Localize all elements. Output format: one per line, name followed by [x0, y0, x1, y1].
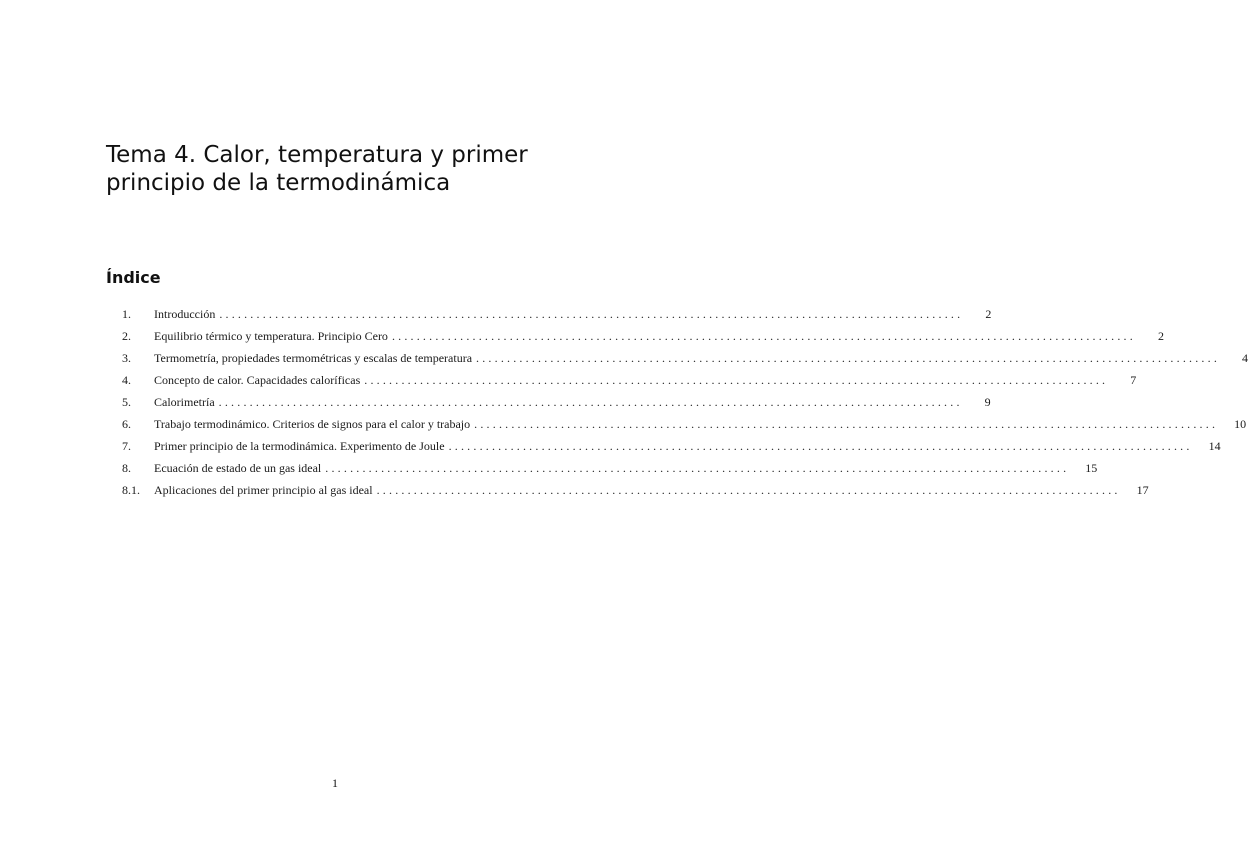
toc-dot-leader: ........................................................................................................................: [219, 307, 964, 321]
toc-entry[interactable]: [122, 457, 1098, 479]
toc-entry-number: 2.: [122, 329, 131, 343]
toc-entry-label: Introducción: [154, 307, 216, 321]
toc-entry-page: 2: [1157, 329, 1164, 343]
toc-entry-page: 2: [985, 307, 992, 321]
toc-entry[interactable]: [122, 391, 991, 413]
page-title: Tema 4. Calor, temperatura y primer principio de la termodinámica: [106, 142, 528, 196]
toc-entry-number: 7.: [122, 439, 131, 453]
toc-entry-page: 17: [1136, 483, 1149, 497]
toc-entry-label: Concepto de calor. Capacidades caloríficas: [154, 373, 361, 387]
toc-entry[interactable]: [122, 347, 1248, 369]
toc-entry[interactable]: [122, 479, 1149, 501]
toc-dot-leader: ........................................................................................................................: [218, 395, 963, 409]
toc-entry-page: 9: [984, 395, 991, 409]
toc-entry-label: Trabajo termodinámico. Criterios de signos para el calor y trabajo: [154, 417, 471, 431]
toc-entry-number: 8.1.: [122, 483, 140, 497]
toc-entry[interactable]: [122, 303, 992, 325]
toc-entry-number: 1.: [122, 307, 131, 321]
toc-dot-leader: ........................................................................................................................: [391, 329, 1136, 343]
toc-entry-page: 15: [1085, 461, 1098, 475]
toc-dot-leader: ........................................................................................................................: [476, 351, 1221, 365]
toc-dot-leader: ........................................................................................................................: [376, 483, 1121, 497]
toc-dot-leader: ........................................................................................................................: [448, 439, 1193, 453]
toc-entry-number: 4.: [122, 373, 131, 387]
toc-heading: Índice: [106, 268, 161, 287]
toc-entry-page: 10: [1234, 417, 1247, 431]
toc-entry-number: 5.: [122, 395, 131, 409]
toc-dot-leader: ........................................................................................................................: [364, 373, 1109, 387]
toc-entry[interactable]: [122, 435, 1221, 457]
toc-dot-leader: ........................................................................................................................: [325, 461, 1070, 475]
toc-entry-label: Termometría, propiedades termométricas y escalas de temperatura: [154, 351, 473, 365]
toc-entry-label: Primer principio de la termodinámica. Experimento de Joule: [154, 439, 445, 453]
toc-dot-leader: ........................................................................................................................: [474, 417, 1219, 431]
toc-entry-page: 7: [1130, 373, 1137, 387]
toc-entry-label: Ecuación de estado de un gas ideal: [154, 461, 322, 475]
toc-entry-number: 6.: [122, 417, 131, 431]
toc-entry[interactable]: [122, 369, 1137, 391]
table-of-contents: [122, 303, 1248, 501]
toc-entry-label: Equilibrio térmico y temperatura. Principio Cero: [154, 329, 388, 343]
toc-entry-number: 3.: [122, 351, 131, 365]
toc-entry-label: Calorimetría: [154, 395, 215, 409]
toc-entry-label: Aplicaciones del primer principio al gas ideal: [154, 483, 373, 497]
toc-entry-page: 14: [1208, 439, 1221, 453]
toc-entry[interactable]: [122, 325, 1164, 347]
page-number: 1: [332, 776, 338, 790]
toc-entry-number: 8.: [122, 461, 131, 475]
toc-entry[interactable]: [122, 413, 1247, 435]
toc-entry-page: 4: [1242, 351, 1248, 365]
